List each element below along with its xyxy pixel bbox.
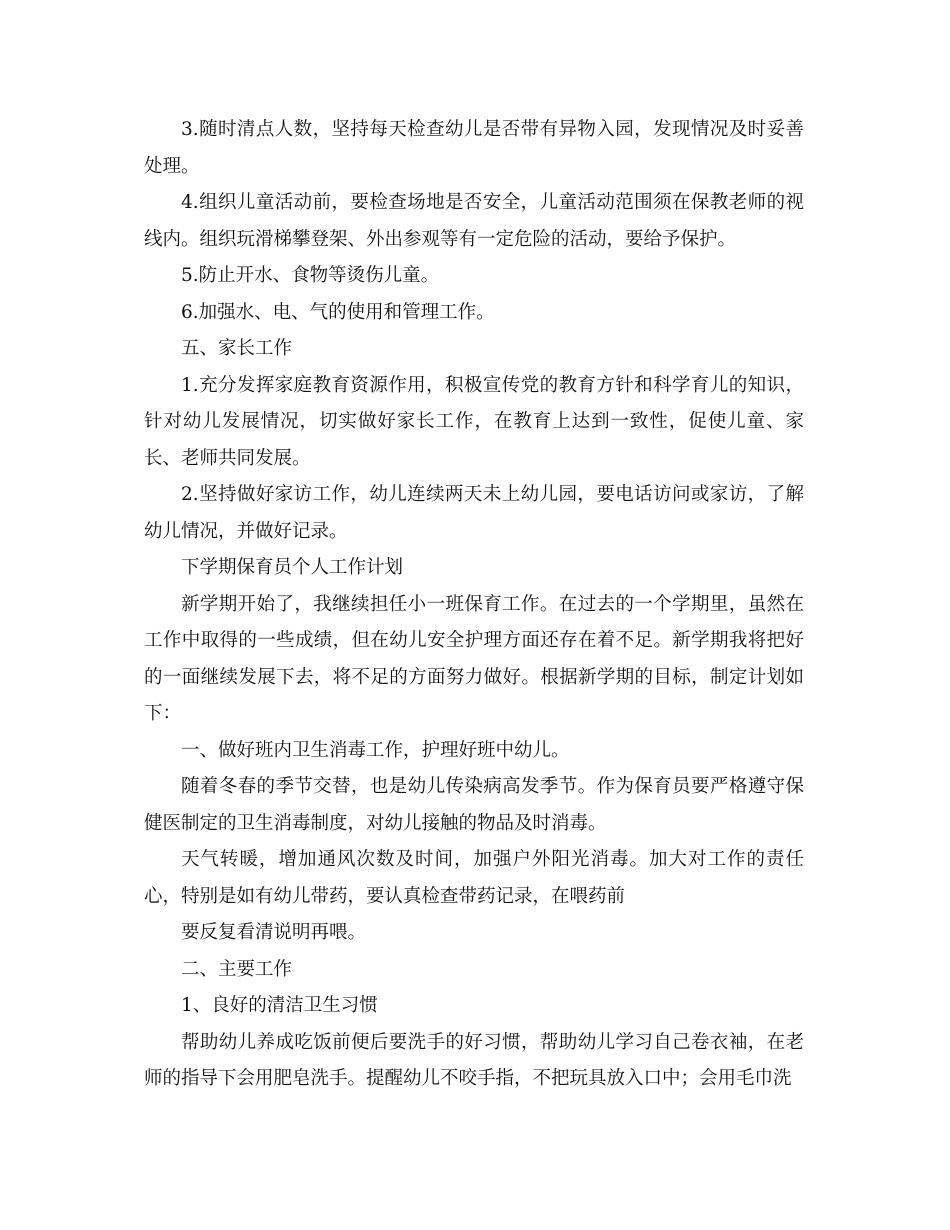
paragraph-safety-5: 5.防止开水、食物等烫伤儿童。 [181,265,440,286]
document-title: 下学期保育员个人工作计划 [181,557,404,578]
document-body [144,112,804,1098]
paragraph-hygiene-1: 随着冬春的季节交替，也是幼儿传染病高发季节。作为保育员要严格遵守保健医制定的卫生消毒制度，对幼儿接触的物品及时消毒。 [144,776,804,834]
paragraph-intro: 新学期开始了，我继续担任小一班保育工作。在过去的一个学期里，虽然在工作中取得的一些成绩，但在幼儿安全护理方面还存在着不足。新学期我将把好的一面继续发展下去，将不足的方面努力做好。根据新学期的目标，制定计划如下： [144,593,804,724]
section-heading-hygiene: 一、做好班内卫生消毒工作，护理好班中幼儿。 [181,739,570,761]
paragraph-cleanliness: 帮助幼儿养成吃饭前便后要洗手的好习惯，帮助幼儿学习自己卷衣袖，在老师的指导下会用肥皂洗手。提醒幼儿不咬手指，不把玩具放入口中；会用毛巾洗 [144,1031,804,1089]
paragraph-safety-6: 6.加强水、电、气的使用和管理工作。 [181,301,495,323]
paragraph-parent-1: 1.充分发挥家庭教育资源作用，积极宣传党的教育方针和科学育儿的知识，针对幼儿发展情况，切实做好家长工作，在教育上达到一致性，促使儿童、家长、老师共同发展。 [144,374,804,469]
paragraph-safety-4: 4.组织儿童活动前，要检查场地是否安全，儿童活动范围须在保教老师的视线内。组织玩滑梯攀登架、外出参观等有一定危险的活动，要给予保护。 [144,192,804,250]
section-heading-parent-work: 五、家长工作 [181,338,293,359]
paragraph-hygiene-3: 要反复看清说明再喂。 [181,922,367,943]
section-heading-main-work: 二、主要工作 [181,958,293,980]
paragraph-hygiene-2: 天气转暖，增加通风次数及时间，加强户外阳光消毒。加大对工作的责任心，特别是如有幼儿带药，要认真检查带药记录，在喂药前 [144,849,804,907]
subheading-cleanliness: 1、良好的清洁卫生习惯 [181,995,378,1016]
paragraph-parent-2: 2.坚持做好家访工作，幼儿连续两天未上幼儿园，要电话访问或家访，了解幼儿情况，并做好记录。 [144,484,804,542]
paragraph-safety-3: 3.随时清点人数，坚持每天检查幼儿是否带有异物入园，发现情况及时妥善处理。 [144,119,804,177]
